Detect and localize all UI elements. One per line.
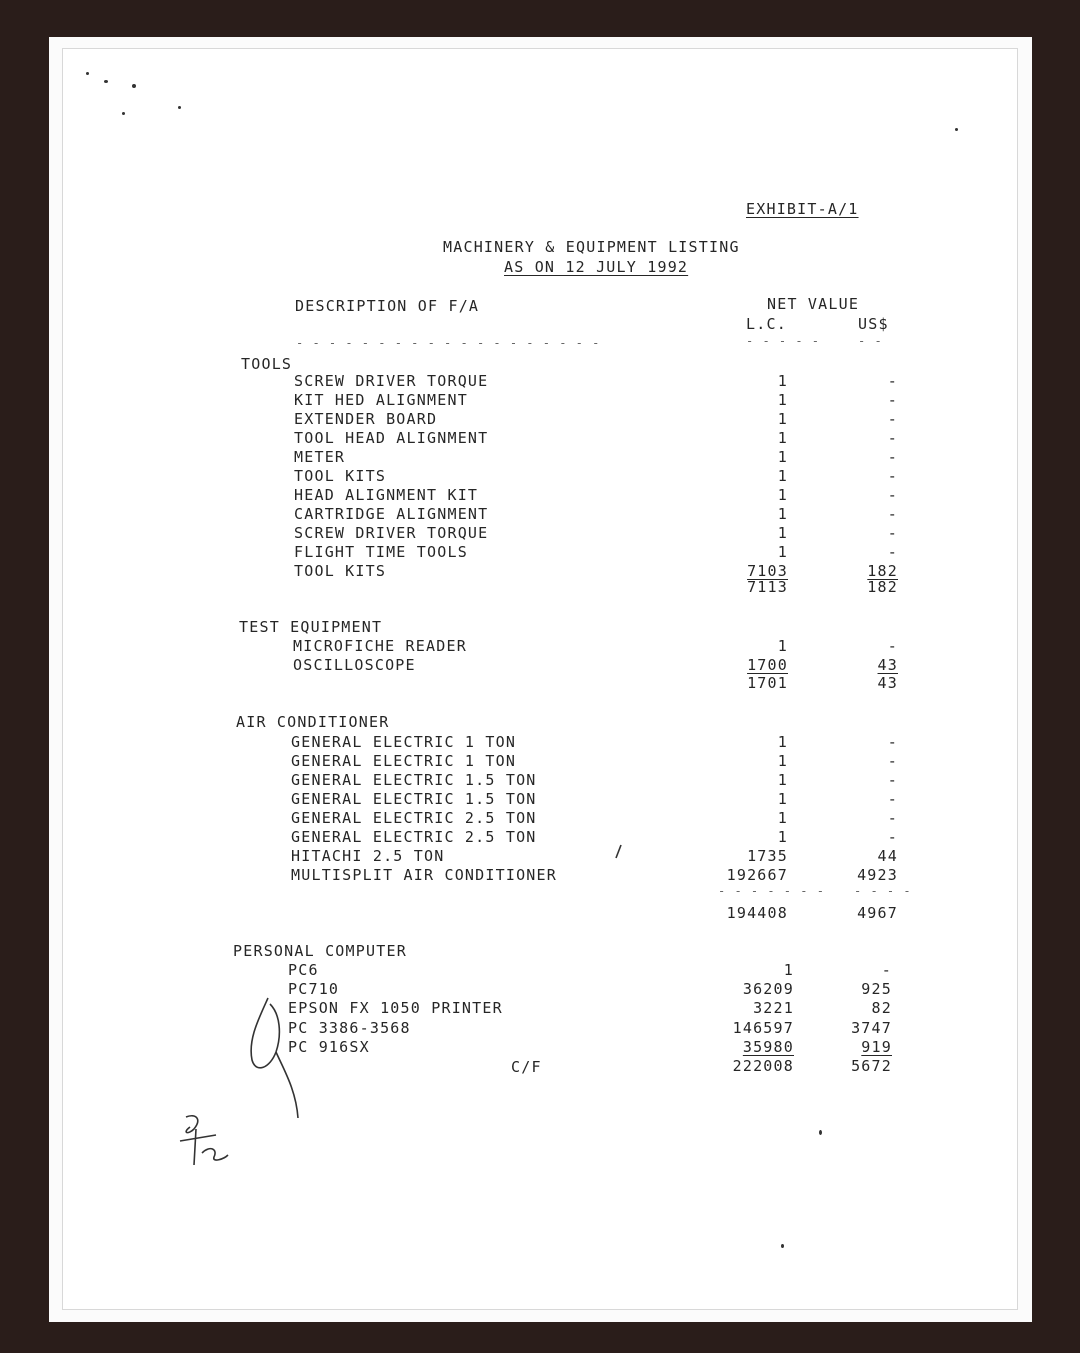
item-lc-value: 1 [783,961,794,979]
item-lc-value: 36209 [742,980,794,999]
item-description: SCREW DRIVER TORQUE [294,524,489,542]
item-usd-value: - [887,505,898,523]
header-underline: - - - - - - - - - - - - - - - - - - - [296,336,601,350]
item-description: MICROFICHE READER [293,637,467,655]
item-usd-value: - [887,410,898,428]
lc-header-underline: - - - - - [746,334,821,348]
item-lc-value: 1 [777,752,788,770]
item-usd-value: - [887,752,898,770]
scan-speck [122,112,125,115]
item-usd-value: - [887,828,898,846]
item-usd-value: 182 [867,562,898,580]
scan-speck [955,128,958,131]
item-lc-value: 1 [777,828,788,846]
section-total-usd: 5672 [851,1057,892,1075]
section-total-lc: 194408 [726,904,788,922]
item-usd-value: - [887,429,898,447]
item-usd-value: - [887,637,898,655]
section-total-lc: 222008 [732,1057,794,1075]
item-lc-value: 1 [777,543,788,561]
subtotal-rule: - - - - - - - [718,884,825,898]
scan-speck [132,84,136,88]
item-description: TOOL KITS [294,562,387,580]
item-description: CARTRIDGE ALIGNMENT [294,505,489,523]
item-lc-value: 1735 [747,847,788,865]
item-lc-value: 1 [777,467,788,485]
item-lc-value: 1 [777,372,788,390]
item-description: SCREW DRIVER TORQUE [294,372,489,390]
item-usd-value: - [887,486,898,504]
item-usd-value: - [887,467,898,485]
item-description: GENERAL ELECTRIC 2.5 TON [291,809,537,827]
item-description: TOOL KITS [294,467,387,485]
item-description: TOOL HEAD ALIGNMENT [294,429,489,447]
item-description: MULTISPLIT AIR CONDITIONER [291,866,557,884]
scan-speck [178,106,181,109]
item-lc-value: 3221 [753,999,794,1018]
scan-speck [819,1130,822,1135]
document-date: AS ON 12 JULY 1992 [504,258,689,276]
section-total-usd: 43 [877,674,898,692]
item-usd-value: - [887,372,898,390]
item-usd-value: - [887,391,898,409]
handwritten-signature-mark [240,990,320,1130]
item-lc-value: 192667 [726,866,788,884]
item-description: PC 916SX [288,1037,370,1056]
lc-column-header: L.C. [746,315,787,333]
item-description: PC6 [288,961,319,979]
item-lc-value: 1 [777,486,788,504]
item-description: EPSON FX 1050 PRINTER [288,999,503,1018]
section-total-lc: 7113 [747,578,788,596]
item-lc-value: 1 [777,505,788,523]
item-lc-value: 1 [777,771,788,789]
section-heading: PERSONAL COMPUTER [233,942,407,960]
description-column-header: DESCRIPTION OF F/A [295,297,480,315]
item-description: GENERAL ELECTRIC 1.5 TON [291,771,537,789]
section-total-usd: 4967 [857,904,898,922]
section-heading: TEST EQUIPMENT [239,618,383,636]
section-heading: AIR CONDITIONER [236,713,390,731]
item-lc-value: 1 [777,733,788,751]
carry-forward-label: C/F [511,1058,542,1076]
item-description: HITACHI 2.5 TON [291,847,445,865]
exhibit-label: EXHIBIT-A/1 [746,200,859,218]
scan-speck [781,1244,784,1248]
item-lc-value: 1 [777,448,788,466]
item-lc-value: 1 [777,429,788,447]
usd-column-header: US$ [858,315,889,333]
item-usd-value: - [887,809,898,827]
item-lc-value: 1 [777,391,788,409]
item-lc-value: 1 [777,524,788,542]
item-usd-value: - [881,961,892,979]
item-usd-value: 919 [861,1037,892,1056]
item-description: GENERAL ELECTRIC 1 TON [291,752,517,770]
item-usd-value: 925 [861,980,892,999]
net-value-column-header: NET VALUE [767,295,860,313]
item-usd-value: - [887,733,898,751]
usd-header-underline: - - [858,334,883,348]
section-total-lc: 1701 [747,674,788,692]
item-usd-value: 82 [871,999,892,1018]
section-heading: TOOLS [241,355,293,373]
item-description: KIT HED ALIGNMENT [294,391,468,409]
section-total-usd: 182 [867,578,898,596]
item-usd-value: - [887,771,898,789]
scan-speck [104,80,108,83]
item-description: GENERAL ELECTRIC 1.5 TON [291,790,537,808]
item-lc-value: 146597 [732,1018,794,1037]
item-lc-value: 1700 [747,656,788,674]
item-usd-value: 43 [877,656,898,674]
item-description: METER [294,448,346,466]
item-usd-value: 44 [877,847,898,865]
item-lc-value: 35980 [742,1037,794,1056]
item-lc-value: 7103 [747,562,788,580]
item-usd-value: 3747 [851,1018,892,1037]
item-description: OSCILLOSCOPE [293,656,416,674]
item-usd-value: - [887,524,898,542]
item-description: PC710 [288,980,340,999]
item-description: EXTENDER BOARD [294,410,438,428]
pen-tick-mark [612,843,624,861]
item-description: FLIGHT TIME TOOLS [294,543,468,561]
item-usd-value: - [887,448,898,466]
item-description: HEAD ALIGNMENT KIT [294,486,479,504]
document-title: MACHINERY & EQUIPMENT LISTING [443,238,740,256]
item-description: PC 3386-3568 [288,1018,411,1037]
item-usd-value: - [887,790,898,808]
handwritten-initials-mark [172,1105,242,1185]
item-lc-value: 1 [777,410,788,428]
item-lc-value: 1 [777,637,788,655]
item-lc-value: 1 [777,809,788,827]
subtotal-rule: - - - - [854,884,912,898]
scan-speck [86,72,89,75]
item-description: GENERAL ELECTRIC 2.5 TON [291,828,537,846]
item-description: GENERAL ELECTRIC 1 TON [291,733,517,751]
item-lc-value: 1 [777,790,788,808]
item-usd-value: 4923 [857,866,898,884]
item-usd-value: - [887,543,898,561]
